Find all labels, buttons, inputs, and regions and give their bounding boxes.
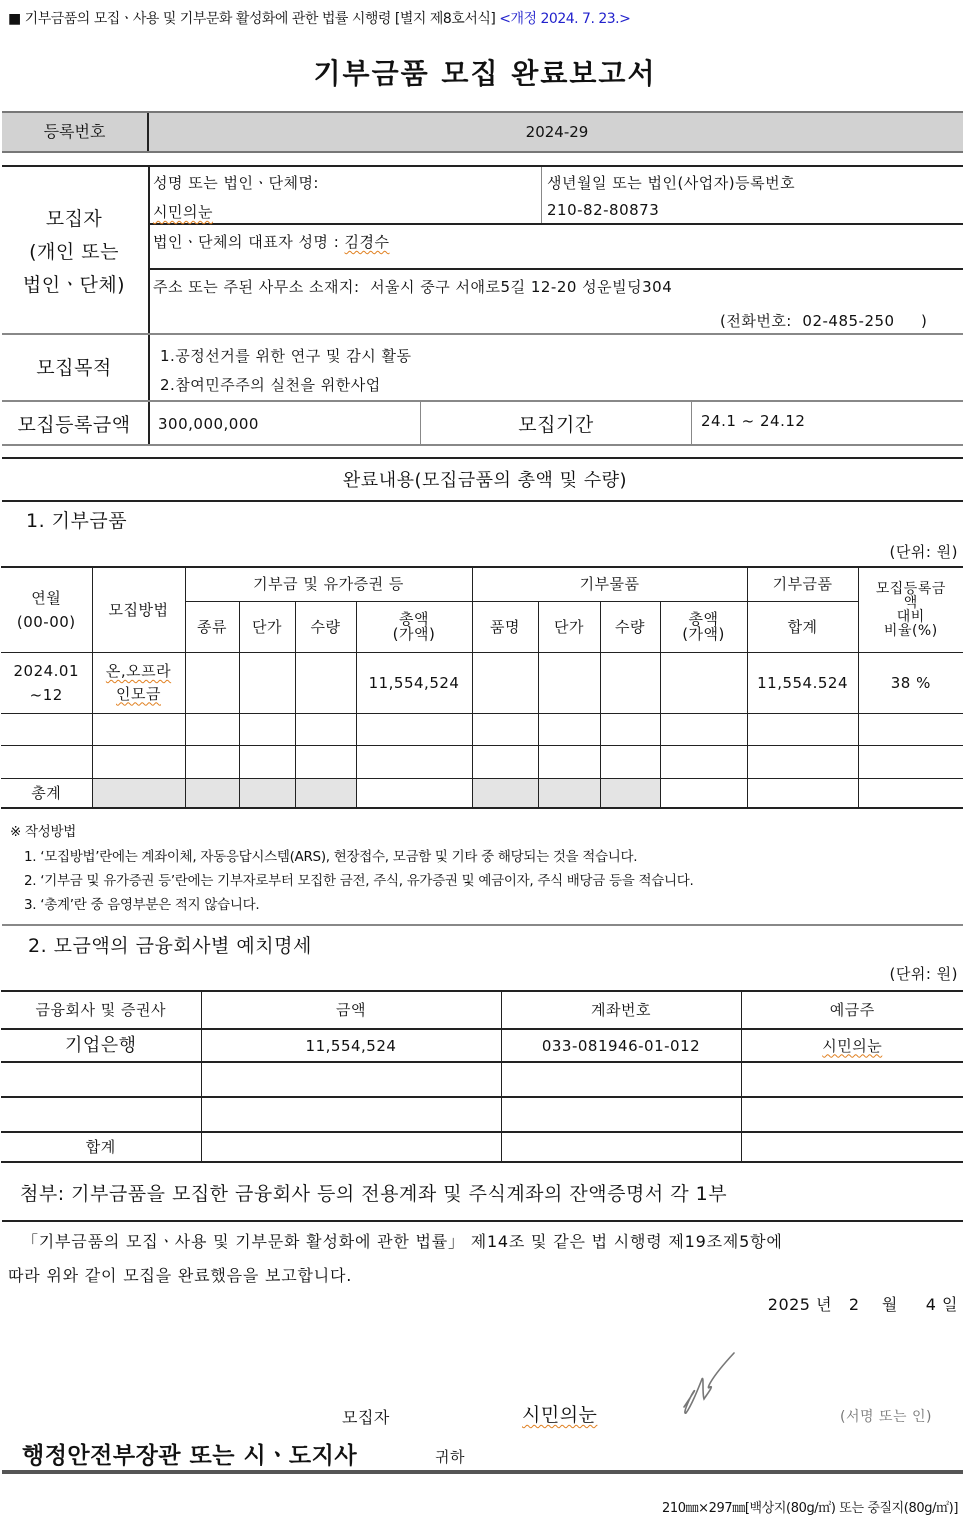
cell-amount[interactable]: 11,554,524 <box>201 1029 501 1062</box>
header-yearmonth-label: 연월 <box>31 588 62 607</box>
total-row <box>1 1132 963 1162</box>
divider <box>541 167 542 223</box>
header-account-holder: 예금주 <box>741 991 963 1029</box>
total-goods-unit-price-shaded <box>538 778 600 808</box>
cell-unit-price[interactable] <box>239 652 295 713</box>
statement-line-2: 따라 위와 같이 모집을 완료했음을 보고합니다. <box>8 1266 353 1285</box>
total-goods-quantity-shaded <box>600 778 660 808</box>
table-row <box>1 652 963 713</box>
registration-value[interactable]: 2024-29 <box>525 123 589 141</box>
cell-sum[interactable] <box>747 713 858 745</box>
total-account-cell[interactable] <box>501 1132 741 1162</box>
header-total-amount <box>356 601 472 652</box>
header-method: 모집방법 <box>92 567 185 652</box>
cell-goods-quantity[interactable] <box>600 745 660 778</box>
table-row <box>1 1029 963 1062</box>
divider <box>2 333 963 335</box>
header-unit-price: 단가 <box>239 601 295 652</box>
report-date <box>768 1292 958 1315</box>
cell-account-number[interactable] <box>501 1062 741 1097</box>
header-ratio-l1: 모집등록금 <box>875 580 946 597</box>
cell-institution[interactable] <box>1 1062 201 1097</box>
header-amount: 금액 <box>201 991 501 1029</box>
cell-method[interactable] <box>92 745 185 778</box>
period-label: 모집기간 <box>518 414 594 436</box>
total-amount-cell[interactable] <box>201 1132 501 1162</box>
phone-close: ) <box>920 312 928 330</box>
period-value[interactable]: 24.1 ~ 24.12 <box>701 412 806 430</box>
cell-item-name[interactable] <box>472 713 538 745</box>
cell-unit-price[interactable] <box>239 745 295 778</box>
header-group-goods: 기부물품 <box>472 567 747 601</box>
cell-goods-total[interactable] <box>660 713 747 745</box>
total-row <box>1 778 963 808</box>
signature-hint: (서명 또는 인) <box>840 1409 932 1425</box>
cell-type[interactable] <box>185 713 239 745</box>
donations-table <box>1 566 963 809</box>
phone-field <box>720 310 927 331</box>
cell-goods-unit-price[interactable] <box>538 713 600 745</box>
header-quantity: 수량 <box>295 601 356 652</box>
registered-amount-value[interactable]: 300,000,000 <box>158 415 259 433</box>
header-ratio-l2: 액 <box>903 594 918 611</box>
cell-account-holder-text: 시민의눈 <box>822 1036 883 1055</box>
section1-unit: (단위: 원) <box>889 543 958 561</box>
header-type: 종류 <box>185 601 239 652</box>
header-account-number: 계좌번호 <box>501 991 741 1029</box>
header-yearmonth-format: (00-00) <box>16 612 76 631</box>
cell-method[interactable] <box>92 713 185 745</box>
phone-value[interactable]: 02-485-250 <box>802 312 895 330</box>
instruction-item: 3. ‘총계’란 중 음영부분은 적지 않습니다. <box>24 897 260 913</box>
handwritten-signature-icon <box>672 1345 752 1425</box>
header-goods-quantity: 수량 <box>600 601 660 652</box>
divider <box>2 400 963 402</box>
header-total-amount-l1: 총액 <box>399 609 429 628</box>
cell-account-holder[interactable] <box>741 1029 963 1062</box>
cell-institution[interactable] <box>1 1097 201 1132</box>
total-goods-total-cell[interactable] <box>660 778 747 808</box>
total-quantity-shaded <box>295 778 356 808</box>
cell-yearmonth-l2: ~12 <box>29 685 63 704</box>
total-unit-price-shaded <box>239 778 295 808</box>
address-label: 주소 또는 주된 사무소 소재지: <box>153 278 360 296</box>
law-reference-text: ■ 기부금품의 모집ㆍ사용 및 기부문화 활성화에 관한 법률 시행령 [별지 제8호서식] <box>8 11 496 27</box>
total-method-shaded <box>92 778 185 808</box>
cell-goods-quantity[interactable] <box>600 713 660 745</box>
cell-yearmonth[interactable] <box>1 652 92 713</box>
deposits-table <box>1 990 963 1163</box>
statement-line-1: 「기부금품의 모집ㆍ사용 및 기부문화 활성화에 관한 법률」 제14조 및 같은 법 시행령 제19조제5항에 <box>22 1232 783 1251</box>
table-row <box>1 745 963 778</box>
cell-goods-unit-price[interactable] <box>538 745 600 778</box>
divider <box>2 924 963 926</box>
cell-goods-total[interactable] <box>660 745 747 778</box>
date-month[interactable]: 2 <box>848 1295 860 1314</box>
representative-label: 법인ㆍ단체의 대표자 성명 : <box>153 233 340 251</box>
purpose-line-2[interactable]: 2.참여민주주의 실천을 위한사업 <box>160 376 381 394</box>
header-item-name: 품명 <box>472 601 538 652</box>
divider <box>691 402 692 444</box>
cell-goods-unit-price[interactable] <box>538 652 600 713</box>
cell-goods-quantity[interactable] <box>600 652 660 713</box>
divider <box>150 268 963 270</box>
divider <box>2 165 963 167</box>
divider <box>2 500 963 502</box>
total-item-name-shaded <box>472 778 538 808</box>
cell-amount[interactable] <box>201 1097 501 1132</box>
cell-ratio[interactable]: 38 % <box>858 652 963 713</box>
purpose-line-1[interactable]: 1.공정선거를 위한 연구 및 감시 활동 <box>160 347 412 365</box>
date-month-unit: 월 <box>881 1295 898 1314</box>
cell-account-number[interactable] <box>501 1097 741 1132</box>
date-year-unit: 년 <box>816 1295 833 1314</box>
reg-no-value[interactable]: 210-82-80873 <box>547 201 660 219</box>
cell-sum[interactable] <box>747 745 858 778</box>
collector-label-1: 모집자 <box>45 208 103 230</box>
cell-total-amount[interactable]: 11,554,524 <box>356 652 472 713</box>
header-ratio-l4: 비율(%) <box>883 622 938 639</box>
name-label: 성명 또는 법인ㆍ단체명: <box>153 174 319 192</box>
recipient-honorific: 귀하 <box>435 1448 465 1466</box>
cell-item-name[interactable] <box>472 745 538 778</box>
representative-field <box>153 231 390 252</box>
address-field <box>153 276 672 297</box>
cell-ratio[interactable] <box>858 713 963 745</box>
header-goods-total-l2: (가액) <box>682 624 725 643</box>
cell-account-number[interactable]: 033-081946-01-012 <box>501 1029 741 1062</box>
total-type-shaded <box>185 778 239 808</box>
cell-account-holder[interactable] <box>741 1062 963 1097</box>
header-sum: 합계 <box>747 601 858 652</box>
collector-label-3: 법인ㆍ단체) <box>22 274 126 296</box>
cell-sum[interactable]: 11,554.524 <box>747 652 858 713</box>
header-goods-unit-price: 단가 <box>538 601 600 652</box>
total-row-label: 합계 <box>1 1132 201 1162</box>
cell-method-l2: 인모금 <box>116 684 161 703</box>
instruction-item: 1. ‘모집방법’란에는 계좌이체, 자동응답시스템(ARS), 현장접수, 모금함 및 기타 중 해당되는 것을 적습니다. <box>24 849 638 865</box>
instruction-item: 2. ‘기부금 및 유가증권 등’란에는 기부자로부터 모집한 금전, 주식, 유가증권 및 예금이자, 주식 배당금 등을 적습니다. <box>24 873 694 889</box>
cell-yearmonth[interactable] <box>1 745 92 778</box>
table-row <box>1 1097 963 1132</box>
cell-amount[interactable] <box>201 1062 501 1097</box>
cell-quantity[interactable] <box>295 652 356 713</box>
instructions-title: ※ 작성방법 <box>10 824 76 840</box>
header-group-money: 기부금 및 유가증권 등 <box>185 567 472 601</box>
date-day[interactable]: 4 <box>925 1295 937 1314</box>
total-amount-cell[interactable] <box>356 778 472 808</box>
section2-unit: (단위: 원) <box>889 965 958 983</box>
attachment-note: 첨부: 기부금품을 모집한 금융회사 등의 전용계좌 및 주식계좌의 잔액증명서 각 1부 <box>20 1183 728 1205</box>
divider <box>150 223 963 225</box>
section1-title: 1. 기부금품 <box>26 510 128 532</box>
divider <box>2 1470 963 1474</box>
cell-method-l1: 온,오프라 <box>105 662 172 680</box>
cell-yearmonth-l1: 2024.01 <box>13 661 80 680</box>
representative-value[interactable]: 김경수 <box>344 233 390 251</box>
revision-date: <개정 2024. 7. 23.> <box>499 11 631 27</box>
registration-bar <box>2 111 963 153</box>
header-total-amount-l2: (가액) <box>392 624 436 643</box>
date-day-unit: 일 <box>942 1295 958 1314</box>
paper-spec: 210㎜×297㎜[백상지(80g/㎡) 또는 중질지(80g/㎡)] <box>661 1501 958 1516</box>
cell-yearmonth[interactable] <box>1 713 92 745</box>
cell-ratio[interactable] <box>858 745 963 778</box>
total-sum-cell[interactable] <box>747 778 858 808</box>
cell-total-amount[interactable] <box>356 713 472 745</box>
cell-quantity[interactable] <box>295 713 356 745</box>
total-ratio-cell[interactable] <box>858 778 963 808</box>
phone-label: (전화번호: <box>720 312 792 330</box>
header-institution: 금융회사 및 증권사 <box>1 991 201 1029</box>
header-goods-total <box>660 601 747 652</box>
name-value[interactable]: 시민의눈 <box>153 203 213 221</box>
cell-type[interactable] <box>185 652 239 713</box>
signature-name[interactable]: 시민의눈 <box>522 1404 598 1426</box>
header-yearmonth <box>1 567 92 652</box>
divider <box>148 165 150 445</box>
header-ratio <box>858 567 963 652</box>
cell-account-holder[interactable] <box>741 1097 963 1132</box>
header-ratio-l3: 대비 <box>896 608 925 625</box>
total-holder-cell[interactable] <box>741 1132 963 1162</box>
reg-no-label: 생년월일 또는 법인(사업자)등록번호 <box>547 174 796 192</box>
page-title: 기부금품 모집 완료보고서 <box>313 57 657 90</box>
registered-amount-label: 모집등록금액 <box>17 414 131 436</box>
cell-quantity[interactable] <box>295 745 356 778</box>
law-reference <box>8 8 630 28</box>
signature-label: 모집자 <box>342 1408 390 1427</box>
total-row-label: 총계 <box>1 778 92 808</box>
table-row <box>1 713 963 745</box>
divider <box>2 1220 963 1222</box>
cell-unit-price[interactable] <box>239 713 295 745</box>
section2-title: 2. 모금액의 금융회사별 예치명세 <box>28 935 312 957</box>
divider <box>2 444 963 446</box>
date-year[interactable]: 2025 <box>767 1295 811 1314</box>
header-goods-total-l1: 총액 <box>688 609 719 628</box>
divider <box>2 457 963 459</box>
cell-type[interactable] <box>185 745 239 778</box>
table-row <box>1 1062 963 1097</box>
recipient-name: 행정안전부장관 또는 시ㆍ도지사 <box>22 1443 358 1469</box>
registration-label: 등록번호 <box>2 113 149 151</box>
cell-institution[interactable]: 기업은행 <box>1 1029 201 1062</box>
cell-goods-total[interactable] <box>660 652 747 713</box>
address-value[interactable]: 서울시 중구 서애로5길 12-20 성운빌딩304 <box>370 278 673 296</box>
cell-total-amount[interactable] <box>356 745 472 778</box>
cell-method[interactable] <box>92 652 185 713</box>
completion-heading: 완료내용(모집금품의 총액 및 수량) <box>342 470 628 491</box>
cell-item-name[interactable] <box>472 652 538 713</box>
collector-label-2: (개인 또는 <box>29 241 119 263</box>
purpose-label: 모집목적 <box>36 357 112 379</box>
header-group-total: 기부금품 <box>747 567 858 601</box>
